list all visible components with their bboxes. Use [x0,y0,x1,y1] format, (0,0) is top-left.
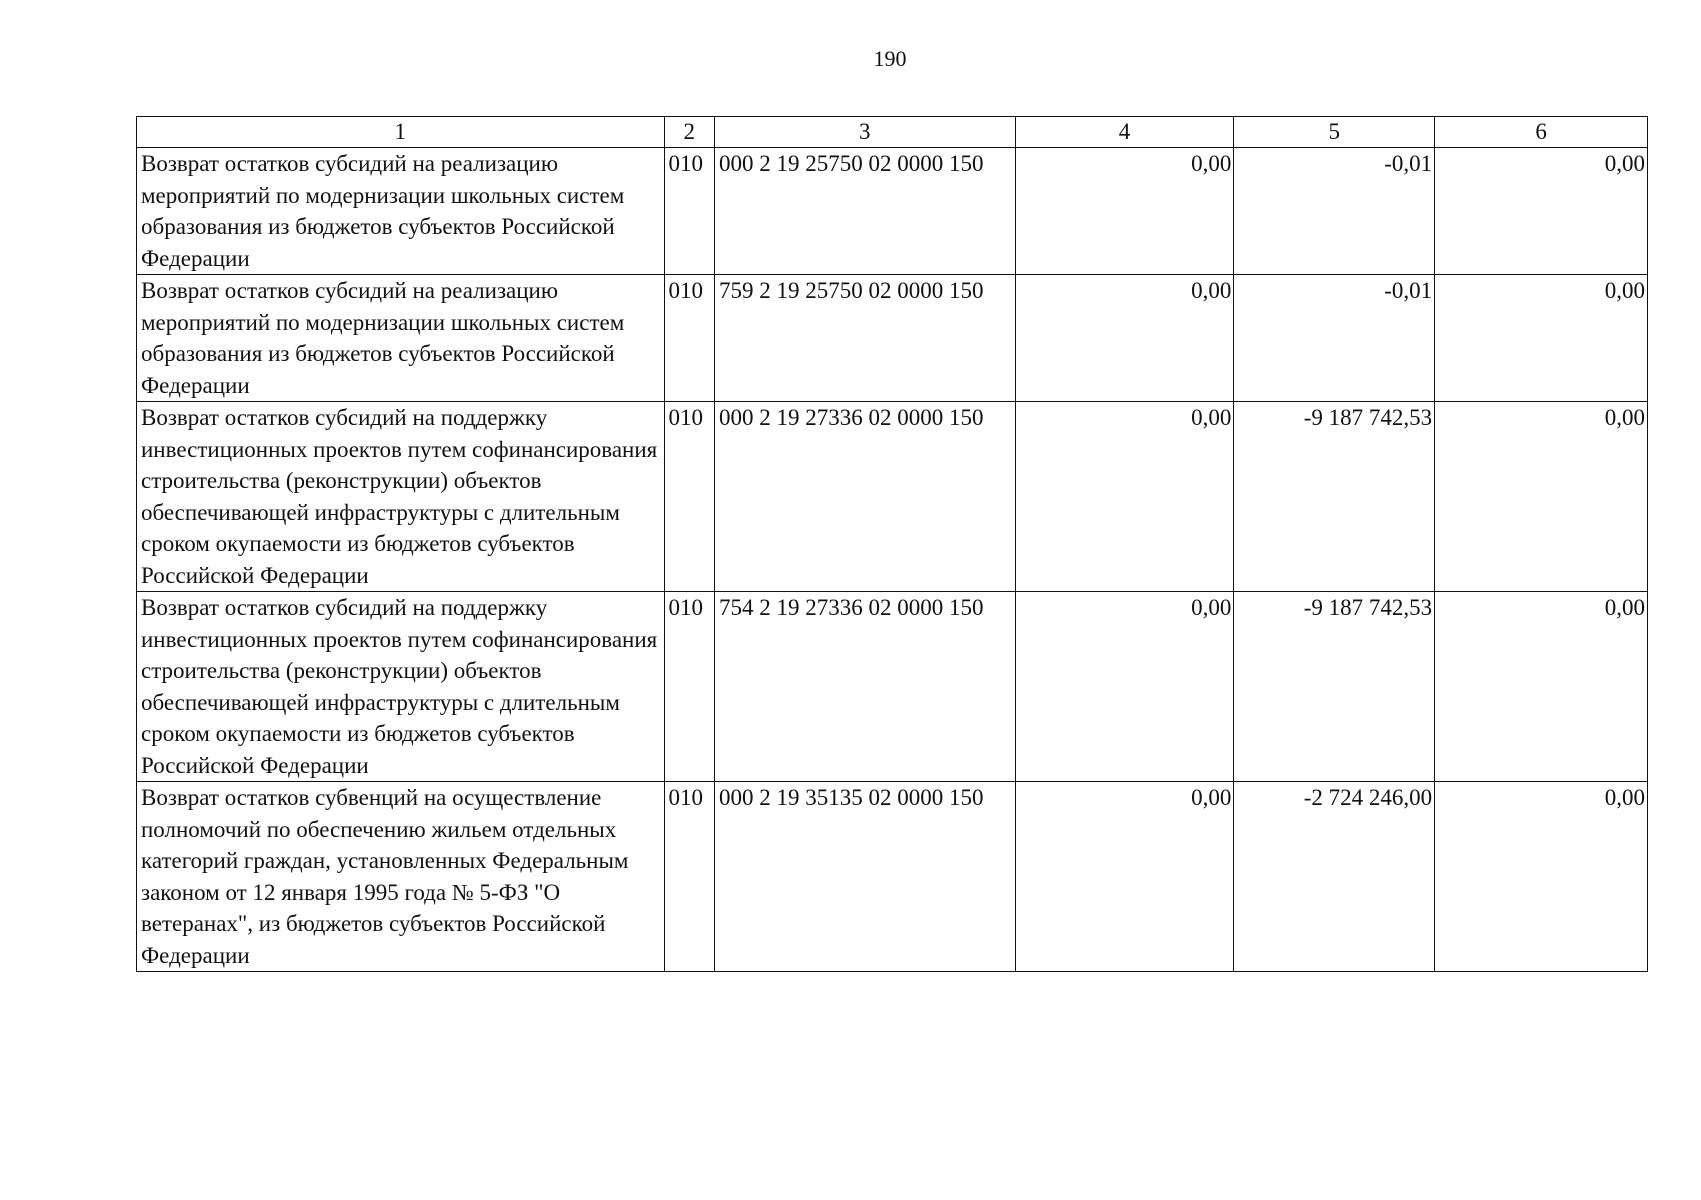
row-code: 010 [664,275,714,402]
row-name: Возврат остатков субвенций на осуществление полномочий по обеспечению жильем отдельных категорий граждан, установленных Федеральным законом от 12 января 1995 года № 5-ФЗ "О ветеранах", из бюджетов субъектов Российской Федерации [137,782,665,972]
table-row [137,275,1648,402]
budget-table [136,116,1648,972]
row-col6: 0,00 [1435,275,1648,402]
row-name: Возврат остатков субсидий на поддержку инвестиционных проектов путем софинансирования строительства (реконструкции) объектов обеспечивающей инфраструктуры с длительным сроком окупаемости из бюджетов субъектов Российской Федерации [137,592,665,782]
row-col4: 0,00 [1015,275,1234,402]
row-code: 010 [664,148,714,275]
row-col6: 0,00 [1435,782,1648,972]
row-col4: 0,00 [1015,782,1234,972]
row-col6: 0,00 [1435,148,1648,275]
row-kbk: 759 2 19 25750 02 0000 150 [714,275,1015,402]
row-col5: -0,01 [1234,275,1435,402]
page-number: 190 [873,46,907,71]
row-col4: 0,00 [1015,148,1234,275]
column-header-6: 6 [1435,117,1648,148]
header-row [137,117,1648,148]
row-kbk: 000 2 19 35135 02 0000 150 [714,782,1015,972]
row-name: Возврат остатков субсидий на реализацию мероприятий по модернизации школьных систем образования из бюджетов субъектов Российской Федерации [137,275,665,402]
row-kbk: 000 2 19 25750 02 0000 150 [714,148,1015,275]
row-name: Возврат остатков субсидий на поддержку инвестиционных проектов путем софинансирования строительства (реконструкции) объектов обеспечивающей инфраструктуры с длительным сроком окупаемости из бюджетов субъектов Российской Федерации [137,402,665,592]
row-col4: 0,00 [1015,402,1234,592]
column-header-2: 2 [664,117,714,148]
table-row [137,402,1648,592]
row-kbk: 000 2 19 27336 02 0000 150 [714,402,1015,592]
table-row [137,782,1648,972]
row-col5: -9 187 742,53 [1234,402,1435,592]
row-kbk: 754 2 19 27336 02 0000 150 [714,592,1015,782]
row-code: 010 [664,592,714,782]
row-col4: 0,00 [1015,592,1234,782]
row-name: Возврат остатков субсидий на реализацию мероприятий по модернизации школьных систем образования из бюджетов субъектов Российской Федерации [137,148,665,275]
row-col5: -2 724 246,00 [1234,782,1435,972]
column-header-3: 3 [714,117,1015,148]
table-row [137,592,1648,782]
column-header-5: 5 [1234,117,1435,148]
row-col5: -9 187 742,53 [1234,592,1435,782]
row-col6: 0,00 [1435,402,1648,592]
column-header-4: 4 [1015,117,1234,148]
row-code: 010 [664,402,714,592]
row-col6: 0,00 [1435,592,1648,782]
row-code: 010 [664,782,714,972]
table-row [137,148,1648,275]
row-col5: -0,01 [1234,148,1435,275]
column-header-1: 1 [137,117,665,148]
